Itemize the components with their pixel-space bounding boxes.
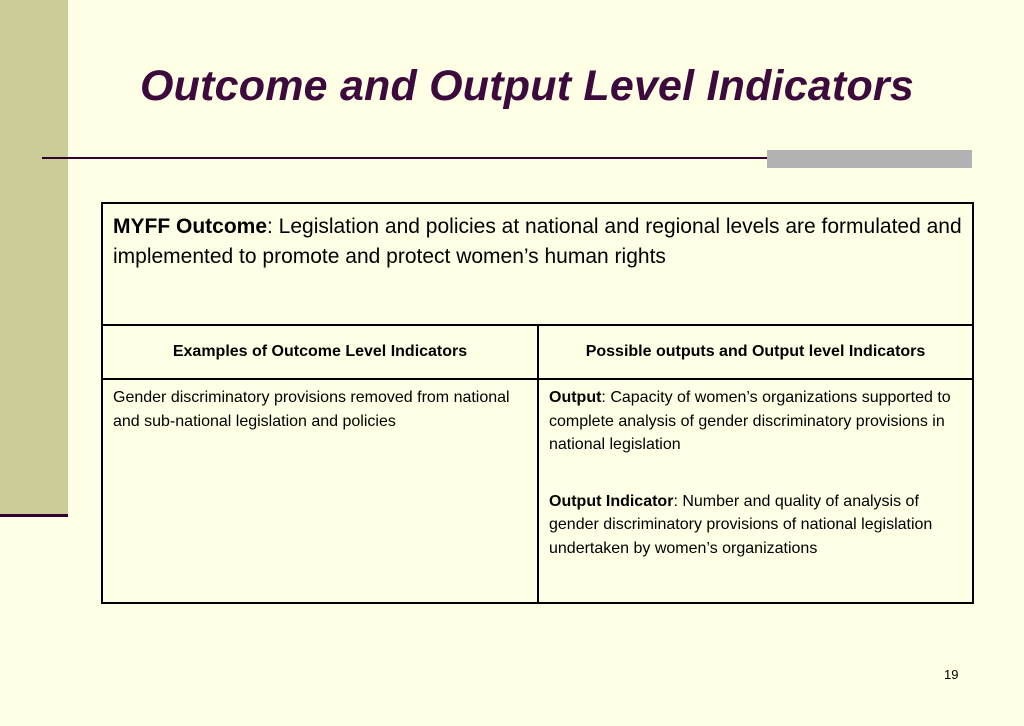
header-output-indicators: Possible outputs and Output level Indicators [538, 325, 973, 379]
side-bar-underline [0, 514, 68, 517]
myff-outcome-label: MYFF Outcome [113, 215, 268, 238]
outcome-indicator-text: Gender discriminatory provisions removed from national and sub-national legislation and policies [113, 389, 510, 430]
output-indicator-paragraph [549, 490, 964, 561]
header-outcome-indicators: Examples of Outcome Level Indicators [102, 325, 538, 379]
myff-row [102, 203, 973, 325]
header-row [102, 325, 973, 379]
output-details-cell [538, 379, 973, 603]
page-number: 19 [944, 667, 959, 682]
output-paragraph [549, 386, 964, 457]
outcome-indicator-example [102, 379, 538, 603]
output-label: Output [549, 389, 602, 406]
output-indicator-text: : Number and quality of analysis of gender discriminatory provisions of national legislation undertaken by women’s organizations [549, 492, 933, 557]
body-row [102, 379, 973, 603]
paragraph-gap [549, 457, 964, 490]
myff-outcome-text: : Legislation and policies at national and regional levels are formulated and implemented to promote and protect women’s human rights [113, 215, 962, 268]
output-text: : Capacity of women’s organizations supported to complete analysis of gender discriminatory provisions in national legislation [549, 389, 951, 453]
title-divider-accent [767, 150, 972, 168]
slide-title: Outcome and Output Level Indicators [140, 62, 914, 110]
output-indicator-label: Output Indicator [549, 492, 674, 510]
indicators-table [101, 202, 974, 604]
myff-outcome-cell [102, 203, 973, 325]
